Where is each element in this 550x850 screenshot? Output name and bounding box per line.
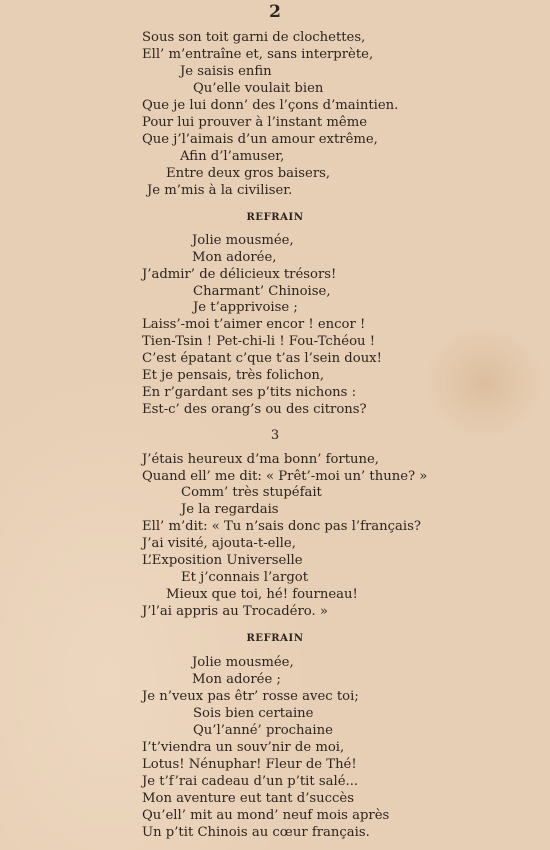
verse-line: Je saisis enfin: [180, 64, 272, 79]
verse-line: Je la regardais: [181, 502, 279, 517]
verse-line: Qu’l’anné’ prochaine: [193, 723, 333, 738]
verse-line: Et j’connais l’argot: [181, 570, 309, 585]
verse-line: Pour lui prouver à l’instant même: [142, 115, 368, 130]
verse-line: Quand ell’ me dit: « Prêt’-moi un’ thune? »: [142, 469, 428, 484]
verse-line: J’ai visité, ajouta-t-elle,: [142, 536, 296, 551]
verse-line: Je m’mis à la civiliser.: [147, 183, 293, 198]
verse-line: Tien-Tsin ! Pet-chi-li ! Fou-Tchéou !: [142, 334, 376, 349]
verse-line: Qu’elle voulait bien: [193, 81, 324, 96]
verse-line: Afin d’l’amuser,: [180, 149, 285, 164]
verse-line: Je t’apprivoise ;: [193, 300, 298, 315]
verse-line: Mon adorée,: [192, 250, 277, 265]
verse-line: J’admir’ de délicieux trésors!: [142, 267, 337, 282]
stanza-number: 3: [270, 428, 280, 443]
verse-line: Sous son toit garni de clochettes,: [142, 30, 366, 45]
verse-line: J’l’ai appris au Trocadéro. »: [142, 604, 328, 619]
verse-line: L’Exposition Universelle: [142, 553, 303, 568]
verse-line: Entre deux gros baisers,: [166, 166, 331, 181]
verse-line: Et je pensais, très folichon,: [142, 368, 325, 383]
verse-line: I’t’viendra un souv’nir de moi,: [142, 740, 345, 755]
verse-line: Mon adorée ;: [192, 672, 281, 687]
verse-line: Qu’ell’ mit au mond’ neuf mois après: [142, 808, 390, 823]
verse-line: Que je lui donn’ des l’çons d’maintien.: [142, 98, 399, 113]
verse-line: Sois bien certaine: [193, 706, 314, 721]
verse-line: Ell’ m’dit: « Tu n’sais donc pas l’français?: [142, 519, 421, 534]
verse-line: Comm’ très stupéfait: [181, 485, 322, 500]
verse-line: Jolie mousmée,: [192, 655, 294, 670]
verse-line: Mon aventure eut tant d’succès: [142, 791, 355, 806]
verse-line: J’étais heureux d’ma bonn’ fortune,: [142, 452, 379, 467]
verse-line: Est-c’ des orang’s ou des citrons?: [142, 402, 367, 417]
verse-line: C’est épatant c’que t’as l’sein doux!: [142, 351, 382, 366]
refrain-heading: REFRAIN: [246, 212, 304, 223]
page-number: 2: [269, 2, 281, 22]
verse-line: Que j’l’aimais d’un amour extrême,: [142, 132, 378, 147]
verse-line: En r’gardant ses p’tits nichons :: [142, 385, 357, 400]
verse-line: Mieux que toi, hé! fourneau!: [166, 587, 358, 602]
verse-line: Je t’f’rai cadeau d’un p’tit salé...: [142, 774, 359, 789]
verse-line: Ell’ m’entraîne et, sans interprète,: [142, 47, 374, 62]
verse-line: Charmant’ Chinoise,: [193, 284, 331, 299]
verse-line: Un p’tit Chinois au cœur français.: [142, 825, 370, 840]
verse-line: Jolie mousmée,: [192, 233, 294, 248]
verse-line: Lotus! Nénuphar! Fleur de Thé!: [142, 757, 357, 772]
verse-line: Je n’veux pas êtr’ rosse avec toi;: [142, 689, 359, 704]
refrain-heading: REFRAIN: [246, 633, 304, 644]
verse-line: Laiss’-moi t’aimer encor ! encor !: [142, 317, 366, 332]
